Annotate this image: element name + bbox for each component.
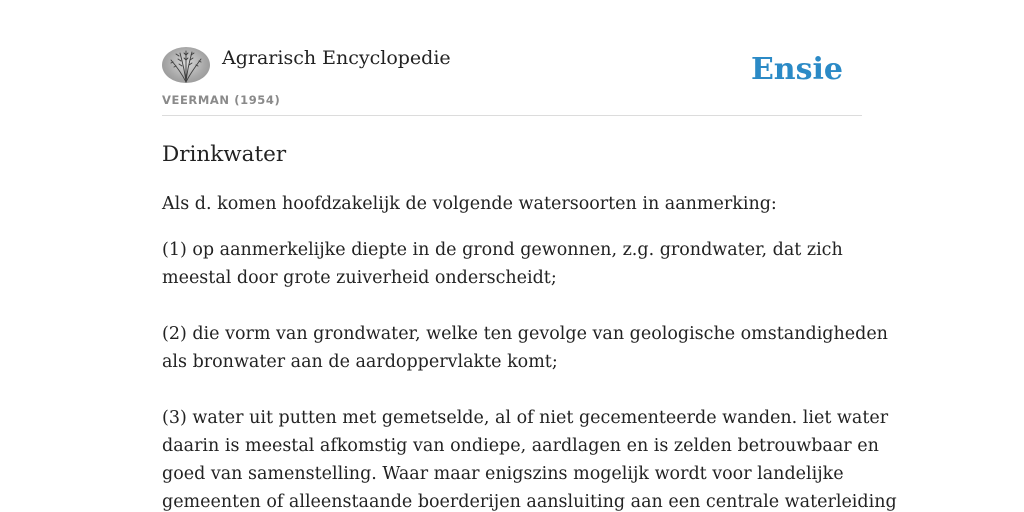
article-title: Drinkwater <box>162 142 287 167</box>
publication-title[interactable]: Agrarisch Encyclopedie <box>222 47 451 69</box>
ensie-logo-link[interactable]: Ensie <box>750 52 843 87</box>
paragraph-line: gemeenten of alleenstaande boerderijen aansluiting aan een centrale waterleiding <box>162 492 897 512</box>
article <box>162 139 897 512</box>
paragraph-line: als bronwater aan de aardoppervlakte komt; <box>162 352 558 372</box>
paragraph-line: (1) op aanmerkelijke diepte in de grond gewonnen, z.g. grondwater, dat zich <box>162 240 843 260</box>
paragraph-line: goed van samenstelling. Waar maar enigszins mogelijk wordt voor landelijke <box>162 464 844 484</box>
paragraph-line: (2) die vorm van grondwater, welke ten gevolge van geologische omstandigheden <box>162 324 888 344</box>
article-paragraph <box>162 236 862 292</box>
publication-meta: VEERMAN (1954) <box>162 93 281 107</box>
paragraph-line: daarin is meestal afkomstig van ondiepe, aardlagen en is zelden betrouwbaar en <box>162 436 879 456</box>
publication-header <box>162 46 862 116</box>
wheat-engraving-icon[interactable] <box>162 47 210 83</box>
article-intro: Als d. komen hoofdzakelijk de volgende watersoorten in aanmerking: <box>162 194 777 214</box>
article-paragraph <box>162 404 897 512</box>
paragraph-line: meestal door grote zuiverheid onderscheidt; <box>162 268 557 288</box>
article-paragraph <box>162 320 888 376</box>
paragraph-line: (3) water uit putten met gemetselde, al of niet gecementeerde wanden. liet water <box>162 408 889 428</box>
